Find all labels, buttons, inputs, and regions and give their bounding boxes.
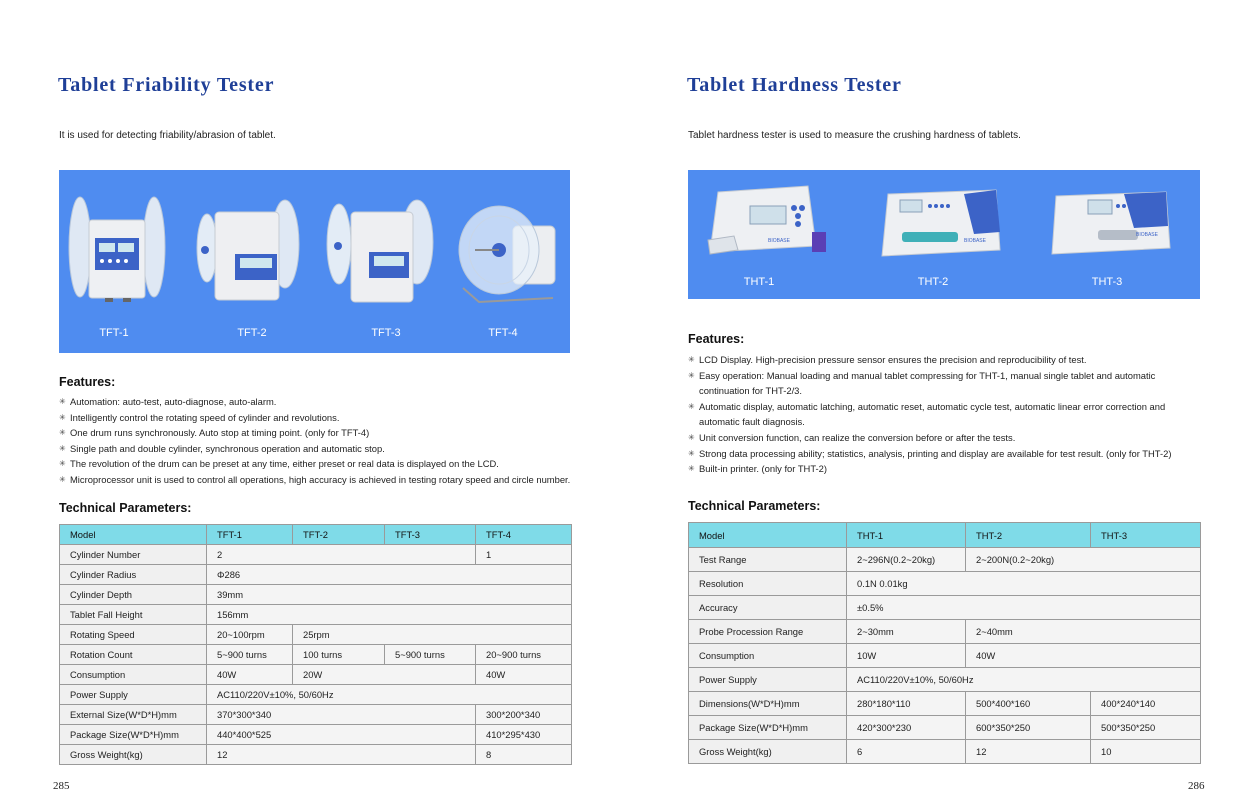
tht-1-brand: BIOBASE bbox=[768, 238, 790, 244]
table-row bbox=[60, 645, 572, 665]
table-cell: 1 bbox=[476, 545, 572, 565]
page-title-friability: Tablet Friability Tester bbox=[58, 74, 275, 96]
table-cell: Dimensions(W*D*H)mm bbox=[689, 692, 847, 716]
table-cell: 280*180*110 bbox=[847, 692, 966, 716]
table-cell: 12 bbox=[966, 740, 1091, 764]
table-cell: AC110/220V±10%, 50/60Hz bbox=[207, 685, 572, 705]
table-cell: 2~30mm bbox=[847, 620, 966, 644]
table-cell: 8 bbox=[476, 745, 572, 765]
table-header-cell: TFT-2 bbox=[293, 525, 385, 545]
table-cell: External Size(W*D*H)mm bbox=[60, 705, 207, 725]
table-cell: Package Size(W*D*H)mm bbox=[60, 725, 207, 745]
table-cell: Accuracy bbox=[689, 596, 847, 620]
table-row bbox=[689, 740, 1201, 764]
tft-1-label: TFT-1 bbox=[99, 327, 129, 339]
page-number-right: 286 bbox=[1188, 780, 1205, 792]
table-cell: 5~900 turns bbox=[385, 645, 476, 665]
table-row bbox=[689, 596, 1201, 620]
tht-1-label: THT-1 bbox=[743, 276, 775, 288]
table-cell: 600*350*250 bbox=[966, 716, 1091, 740]
feature-item: ✳ LCD Display. High-precision pressure sensor ensures the precision and reproducibility of test. bbox=[688, 352, 1188, 368]
table-cell: 0.1N 0.01kg bbox=[847, 572, 1201, 596]
feature-item: ✳ The revolution of the drum can be preset at any time, either preset or real data is displayed on the LCD. bbox=[59, 456, 579, 472]
features-list-hardness bbox=[688, 352, 1188, 477]
tech-heading-friability: Technical Parameters: bbox=[59, 501, 192, 515]
table-cell: 25rpm bbox=[293, 625, 572, 645]
table-row bbox=[689, 692, 1201, 716]
table-cell: 2~40mm bbox=[966, 620, 1201, 644]
tech-heading-hardness: Technical Parameters: bbox=[688, 499, 821, 513]
table-cell: 2 bbox=[207, 545, 476, 565]
page-title-hardness: Tablet Hardness Tester bbox=[687, 74, 902, 96]
table-cell: 440*400*525 bbox=[207, 725, 476, 745]
table-cell: 39mm bbox=[207, 585, 572, 605]
intro-friability: It is used for detecting friability/abrasion of tablet. bbox=[59, 130, 276, 141]
table-header-row bbox=[689, 523, 1201, 548]
feature-item: ✳ Automation: auto-test, auto-diagnose, auto-alarm. bbox=[59, 394, 579, 410]
features-heading-hardness: Features: bbox=[688, 332, 745, 346]
table-cell: 12 bbox=[207, 745, 476, 765]
table-row bbox=[689, 716, 1201, 740]
params-table-friability bbox=[59, 524, 572, 765]
tht-3-label: THT-3 bbox=[1091, 276, 1123, 288]
table-cell: ±0.5% bbox=[847, 596, 1201, 620]
table-cell: 156mm bbox=[207, 605, 572, 625]
table-row bbox=[689, 620, 1201, 644]
table-cell: 40W bbox=[476, 665, 572, 685]
feature-item: ✳ Single path and double cylinder, synchronous operation and automatic stop. bbox=[59, 441, 579, 457]
tft-4-label: TFT-4 bbox=[488, 327, 518, 339]
table-cell: 500*400*160 bbox=[966, 692, 1091, 716]
table-row bbox=[689, 572, 1201, 596]
feature-item: ✳ Strong data processing ability; statistics, analysis, printing and display are available for test result. (only for THT-2) bbox=[688, 446, 1188, 462]
features-heading-friability: Features: bbox=[59, 375, 116, 389]
table-header-cell: THT-2 bbox=[966, 523, 1091, 548]
feature-item: ✳ Easy operation: Manual loading and manual tablet compressing for THT-1, manual single tablet and automatic continuation for THT-2/3. bbox=[688, 368, 1188, 399]
table-header-row bbox=[60, 525, 572, 545]
product-banner-friability bbox=[59, 170, 570, 353]
table-cell: 10 bbox=[1091, 740, 1201, 764]
tht-1-product-image bbox=[704, 180, 830, 260]
table-cell: Tablet Fall Height bbox=[60, 605, 207, 625]
table-row bbox=[60, 565, 572, 585]
table-cell: Cylinder Radius bbox=[60, 565, 207, 585]
table-row bbox=[60, 625, 572, 645]
table-cell: Gross Weight(kg) bbox=[60, 745, 207, 765]
table-cell: Package Size(W*D*H)mm bbox=[689, 716, 847, 740]
table-cell: Test Range bbox=[689, 548, 847, 572]
tft-1-product-image bbox=[67, 192, 167, 304]
tht-2-product-image bbox=[878, 186, 1004, 264]
table-cell: 400*240*140 bbox=[1091, 692, 1201, 716]
table-cell: 370*300*340 bbox=[207, 705, 476, 725]
table-cell: Resolution bbox=[689, 572, 847, 596]
table-cell: 2~200N(0.2~20kg) bbox=[966, 548, 1201, 572]
table-cell: Consumption bbox=[689, 644, 847, 668]
table-header-cell: Model bbox=[689, 523, 847, 548]
tht-2-brand: BIOBASE bbox=[964, 238, 986, 244]
table-header-cell: TFT-3 bbox=[385, 525, 476, 545]
tft-3-product-image bbox=[325, 198, 437, 306]
table-cell: Cylinder Depth bbox=[60, 585, 207, 605]
table-cell: Power Supply bbox=[689, 668, 847, 692]
feature-item: ✳ One drum runs synchronously. Auto stop at timing point. (only for TFT-4) bbox=[59, 425, 579, 441]
table-row bbox=[689, 644, 1201, 668]
table-cell: 300*200*340 bbox=[476, 705, 572, 725]
table-row bbox=[60, 705, 572, 725]
table-cell: 20~100rpm bbox=[207, 625, 293, 645]
table-cell: 420*300*230 bbox=[847, 716, 966, 740]
table-cell: 10W bbox=[847, 644, 966, 668]
features-list-friability bbox=[59, 394, 579, 488]
table-row bbox=[60, 585, 572, 605]
table-cell: Rotating Speed bbox=[60, 625, 207, 645]
table-cell: 500*350*250 bbox=[1091, 716, 1201, 740]
table-cell: 6 bbox=[847, 740, 966, 764]
table-row bbox=[689, 548, 1201, 572]
table-cell: 2~296N(0.2~20kg) bbox=[847, 548, 966, 572]
table-cell: 20~900 turns bbox=[476, 645, 572, 665]
table-row bbox=[689, 668, 1201, 692]
table-cell: Φ286 bbox=[207, 565, 572, 585]
table-header-cell: TFT-1 bbox=[207, 525, 293, 545]
table-header-cell: THT-3 bbox=[1091, 523, 1201, 548]
table-cell: Rotation Count bbox=[60, 645, 207, 665]
tft-2-label: TFT-2 bbox=[237, 327, 267, 339]
tht-3-product-image bbox=[1048, 186, 1174, 264]
table-cell: Probe Procession Range bbox=[689, 620, 847, 644]
tft-4-product-image bbox=[455, 202, 563, 306]
table-cell: 20W bbox=[293, 665, 476, 685]
table-row bbox=[60, 665, 572, 685]
table-cell: 5~900 turns bbox=[207, 645, 293, 665]
table-cell: 40W bbox=[207, 665, 293, 685]
tht-2-label: THT-2 bbox=[917, 276, 949, 288]
page-number-left: 285 bbox=[53, 780, 70, 792]
table-row bbox=[60, 725, 572, 745]
table-row bbox=[60, 605, 572, 625]
table-row bbox=[60, 745, 572, 765]
table-row bbox=[60, 685, 572, 705]
table-cell: Gross Weight(kg) bbox=[689, 740, 847, 764]
table-cell: 410*295*430 bbox=[476, 725, 572, 745]
feature-item: ✳ Microprocessor unit is used to control all operations, high accuracy is achieved in testing rotary speed and circle number. bbox=[59, 472, 579, 488]
product-banner-hardness bbox=[688, 170, 1200, 299]
table-cell: Cylinder Number bbox=[60, 545, 207, 565]
feature-item: ✳ Intelligently control the rotating speed of cylinder and revolutions. bbox=[59, 410, 579, 426]
tft-2-product-image bbox=[195, 198, 305, 306]
table-cell: 40W bbox=[966, 644, 1201, 668]
tft-3-label: TFT-3 bbox=[371, 327, 401, 339]
table-cell: AC110/220V±10%, 50/60Hz bbox=[847, 668, 1201, 692]
table-header-cell: Model bbox=[60, 525, 207, 545]
table-header-cell: THT-1 bbox=[847, 523, 966, 548]
tht-3-brand: BIOBASE bbox=[1136, 232, 1158, 238]
table-cell: Consumption bbox=[60, 665, 207, 685]
params-table-hardness bbox=[688, 522, 1201, 764]
feature-item: ✳ Built-in printer. (only for THT-2) bbox=[688, 461, 1188, 477]
table-cell: Power Supply bbox=[60, 685, 207, 705]
intro-hardness: Tablet hardness tester is used to measure the crushing hardness of tablets. bbox=[688, 130, 1021, 141]
feature-item: ✳ Unit conversion function, can realize the conversion before or after the tests. bbox=[688, 430, 1188, 446]
table-header-cell: TFT-4 bbox=[476, 525, 572, 545]
table-cell: 100 turns bbox=[293, 645, 385, 665]
table-row bbox=[60, 545, 572, 565]
feature-item: ✳ Automatic display, automatic latching, automatic reset, automatic cycle test, automatic linear error correction and automatic fault diagnosis. bbox=[688, 399, 1188, 430]
